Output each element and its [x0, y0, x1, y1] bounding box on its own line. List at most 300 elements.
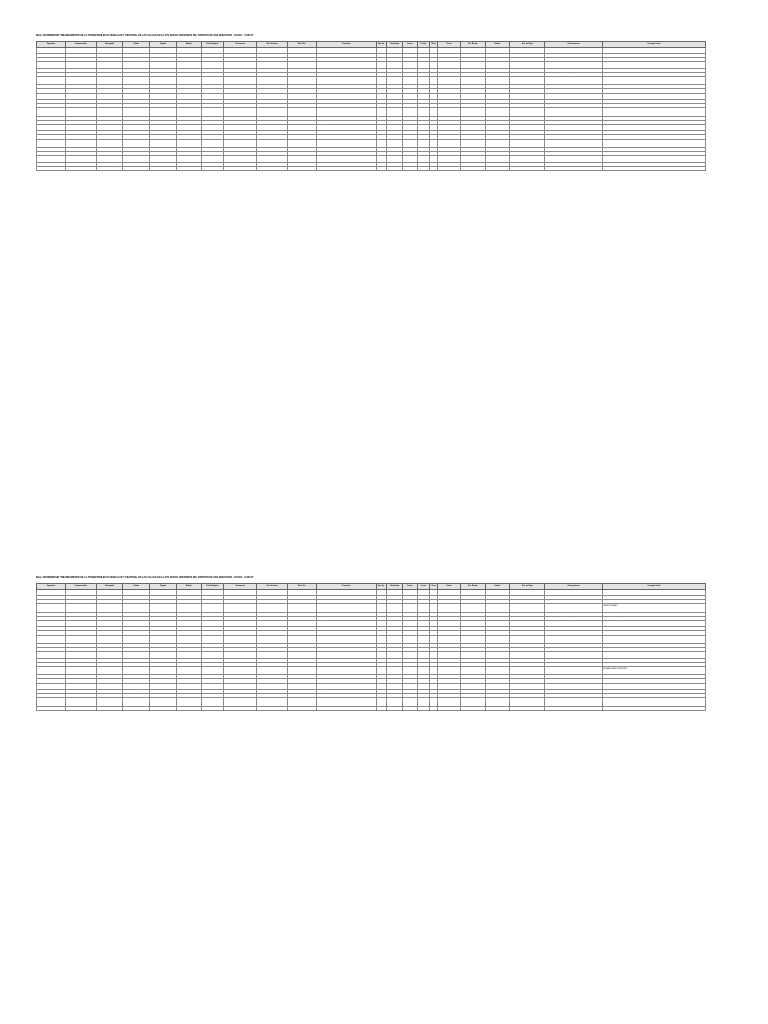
table-cell: PAGADO — [485, 604, 510, 612]
table-cell: 2016-0057 — [460, 89, 485, 93]
table-cell: 2.6.2.3.2.4 — [386, 679, 402, 683]
table-cell: 2016-0055 — [460, 85, 485, 89]
table-cell: PLANILLA — [224, 706, 257, 710]
table-cell: 2,405.00 — [123, 152, 150, 156]
table-cell: ALQUILER DE VOLQUETE DE 15 M3 PARA ELIMINACION DE MATERIAL EXCEDENTE EN LA OBRA DEL PROYECTO — [602, 47, 705, 53]
table-cell: 2016-0096 — [460, 627, 485, 631]
table-cell: 4 — [430, 616, 438, 620]
table-cell: MAMANI QUISPE JUAN CARLOS — [316, 694, 376, 698]
table-row — [37, 706, 706, 710]
table-cell: 0165 — [376, 89, 386, 93]
table-cell: 642.80 — [123, 131, 150, 135]
table-cell: RECIBO POR HONORARIOS — [224, 675, 257, 679]
table-cell: 0165 — [376, 589, 386, 595]
table-cell: ORDEN DE COMPRA — [224, 658, 257, 662]
table-cell: COMPROBANTE DE PAGO — [224, 589, 257, 595]
table-cell: MAMANI QUISPE JUAN CARLOS — [316, 658, 376, 662]
table-cell: INVERSIONES SAN MARTIN S.R.L. — [316, 635, 376, 643]
table-cell: 4 — [430, 698, 438, 706]
table-cell: 2,640.00 — [65, 600, 96, 604]
table-cell: 2,210.40 — [123, 76, 150, 84]
table-cell: PAGADO — [485, 612, 510, 616]
table-cell: 4 — [430, 666, 438, 674]
table-cell: 20601233410 — [288, 635, 317, 643]
table-cell: 1.RO — [403, 589, 417, 595]
table-cell — [123, 108, 150, 116]
table-cell — [150, 666, 177, 674]
table-cell: PAGADO — [485, 93, 510, 99]
table-cell: CONDORI HUAMAN ROSA — [316, 72, 376, 76]
table-cell: 02 — [417, 162, 429, 166]
table-cell: 02 — [417, 644, 429, 648]
column-header: Documento — [224, 42, 257, 48]
table-cell: 2016-0044 — [460, 53, 485, 57]
table-cell: 1.RO — [403, 166, 417, 170]
table-cell: PAGADO — [485, 675, 510, 679]
table-cell: 1,312.50 — [65, 47, 96, 53]
table-cell: 2.6.2.3.2.4 — [386, 635, 402, 643]
table-cell: 2016-0111 CO1 01 — [37, 675, 66, 679]
table-cell — [123, 666, 150, 674]
table-cell: PLANILLA DE JORNALES — [545, 706, 603, 710]
table-cell: ADQUISICION DE CEMENTO PORTLAND TIPO IP X 42.5 KG — [602, 148, 705, 152]
table-cell: COMPROBANTE DE PAGO — [224, 635, 257, 643]
table-cell: 1,945.00 — [65, 683, 96, 689]
table-cell: TRANSFERENCIA ELECTRONICA — [510, 62, 545, 68]
table-cell: PLANILLA — [224, 68, 257, 72]
table-cell: 4 — [430, 131, 438, 135]
table-cell: 0165 — [376, 72, 386, 76]
table-cell: PAGADO — [485, 658, 510, 662]
table-cell: 0165 — [376, 68, 386, 72]
table-cell: 01/06/2016 — [201, 644, 224, 648]
table-cell: 02 — [417, 589, 429, 595]
table-cell: 2016-0071 CO1 01 — [37, 131, 66, 135]
table-cell: ORDEN DE SERVICIO — [257, 76, 288, 84]
table-cell: 0165 — [376, 604, 386, 612]
column-header: Nro. Recibo — [460, 584, 485, 590]
table-cell: CORPORACION EL ANDINO E.I.R.L. — [316, 662, 376, 666]
table-cell: 15/06/2016 — [201, 694, 224, 698]
table-cell: COMPROBANTE DE PAGO — [224, 683, 257, 689]
table-cell: PL-0010 — [257, 679, 288, 683]
table-cell: 02 — [417, 595, 429, 599]
table-cell: 2016-0109 — [460, 666, 485, 674]
table-cell: 4 — [430, 104, 438, 108]
table-cell: 4 — [430, 631, 438, 635]
table-cell: 02 — [417, 694, 429, 698]
table-row — [37, 166, 706, 170]
table-cell: 2.6.2.3.2.4 — [386, 666, 402, 674]
column-header: Estado — [485, 584, 510, 590]
table-cell: 2016-0102 — [460, 648, 485, 652]
table-cell: PAGADO — [485, 131, 510, 135]
table-cell: 05/05/2016 — [201, 124, 224, 130]
table-cell: 10239876541 — [288, 694, 317, 698]
table-cell: 10445871236 — [288, 162, 317, 166]
table-cell: PERSONAL OBRERO — [316, 68, 376, 72]
table-cell: ALQUILER DE RETROEXCAVADORA SOBRE LLANTAS PARA TRABAJOS DE CORTE Y RELLENO EN LA OBRA — [602, 62, 705, 68]
table-cell: COMPROBANTE DE PAGO — [224, 620, 257, 626]
column-header: Nro. Sustento — [257, 584, 288, 590]
table-cell: TRANSFERENCIA ELECTRONICA — [510, 148, 545, 152]
table-cell: 002-000904 — [257, 131, 288, 135]
table-cell: 02 — [417, 604, 429, 612]
table-cell: 2016-0071 — [460, 131, 485, 135]
column-header: Proveedor — [316, 584, 376, 590]
column-header: Devengado — [96, 584, 123, 590]
table-cell: CHEQUE — [510, 612, 545, 616]
table-cell: 2016-0097 CO1 01 — [37, 631, 66, 635]
table-cell: ADQUISICION DE CLAVOS Y ALAMBRE — [602, 131, 705, 135]
table-cell: 1.RO — [403, 675, 417, 679]
table-cell: ORDEN DE COMPRA — [224, 152, 257, 156]
table-cell: 4 — [430, 108, 438, 116]
table-cell: 19/04/2016 — [201, 62, 224, 68]
table-cell: 0165 — [376, 47, 386, 53]
table-cell: 4 — [430, 148, 438, 152]
table-cell: 02 — [417, 47, 429, 53]
table-cell: 0165 — [376, 139, 386, 147]
table-cell: PAGADO — [485, 139, 510, 147]
table-cell: 05/05/2016 — [438, 124, 461, 130]
table-cell: 2016-0087 CO1 01 — [37, 600, 66, 604]
table-cell: 1.RO — [403, 658, 417, 662]
table-cell: ADQUISICION DE FIERRO — [545, 89, 603, 93]
table-cell: 2016-0101 — [460, 644, 485, 648]
table-cell: 02 — [417, 662, 429, 666]
table-cell: 0165 — [376, 595, 386, 599]
table-cell: 1,208.00 — [65, 644, 96, 648]
table-cell: 02 — [417, 135, 429, 139]
table-cell: ADQUISICION DE CEMENTO — [545, 58, 603, 62]
table-cell: 1.RO — [403, 62, 417, 68]
table-cell: 2016-0052 — [460, 72, 485, 76]
table-cell: 0165 — [376, 152, 386, 156]
table-cell: ORDEN DE SERVICIO — [257, 47, 288, 53]
table-cell: 2,980.00 — [96, 108, 123, 116]
table-cell: B DE C CONTRATISTAS GENERALES S.A.C. — [316, 139, 376, 147]
table-cell: SC-00142 — [257, 616, 288, 620]
table-cell: PAGADO — [485, 600, 510, 604]
table-cell: 1.RO — [403, 89, 417, 93]
table-cell: PAGADO — [485, 635, 510, 643]
table-cell: 2.6.2.3.2.4 — [386, 612, 402, 616]
table-cell: 16/05/2016 — [201, 162, 224, 166]
table-cell: PAGADO — [485, 679, 510, 683]
table-cell: ADQUISICION DE AGREGADOS — [545, 616, 603, 620]
table-cell: ADQUISICION DE AGREGADOS — [545, 694, 603, 698]
column-header: Nro. Recibo — [460, 42, 485, 48]
table-cell: COMPROBANTE DE PAGO — [224, 62, 257, 68]
table-cell: SERVICIO DE ASISTENTE — [545, 72, 603, 76]
table-cell: PLANILLA DE JORNALES — [545, 679, 603, 683]
table-cell: 20527143621 — [288, 47, 317, 53]
table-cell: TRANSFERENCIA ELECTRONICA — [510, 666, 545, 674]
table-cell: 02 — [417, 679, 429, 683]
table-cell: COMPROBANTE DE PAGO — [224, 698, 257, 706]
table-cell: FACTURA — [224, 131, 257, 135]
table-cell: 27/04/2016 — [438, 93, 461, 99]
table-cell: 4 — [430, 648, 438, 652]
table-cell: 2016-0086 — [460, 595, 485, 599]
table-cell: 2.6.2.3.2.4 — [386, 698, 402, 706]
table-cell: ADQUISICION DE AFIRMADO — [602, 658, 705, 662]
table-cell: 30/05/2016 — [201, 631, 224, 635]
column-header: Observaciones — [545, 584, 603, 590]
column-header: Observaciones — [545, 42, 603, 48]
table-cell: 1.RO — [403, 600, 417, 604]
table-cell: PAGADO — [485, 648, 510, 652]
table-cell: SC-00137 — [257, 152, 288, 156]
column-header: Clasificador — [386, 42, 402, 48]
table-cell: 1.RO — [403, 108, 417, 116]
table-cell: SERVICIO DE ALQUILER — [545, 666, 603, 674]
table-cell: 0165 — [376, 694, 386, 698]
table-cell: 2016-0055 CO1 01 — [37, 85, 66, 89]
table-cell: 26/05/2016 — [201, 620, 224, 626]
table-cell: 840.00 — [123, 675, 150, 679]
table-cell: 04/05/2016 — [438, 120, 461, 124]
table-row — [37, 604, 706, 612]
table-cell: 02 — [417, 139, 429, 147]
table-cell: 14/06/2016 — [201, 690, 224, 694]
table-cell: 512.00 — [65, 85, 96, 89]
column-header: Clase — [431, 585, 436, 588]
table-cell: 0165 — [376, 76, 386, 84]
table-cell: ORDEN DE SERVICIO — [257, 604, 288, 612]
table-cell: 06/06/2016 — [201, 658, 224, 662]
table-cell: TRANSFERENCIA ELECTRONICA — [510, 72, 545, 76]
table-cell: 4 — [430, 635, 438, 643]
table-cell: ADQUISICION DE CEMENTO PORTLAND TIPO IP X 42.5 KG — [602, 104, 705, 108]
table-cell: 10/05/2016 — [438, 139, 461, 147]
table-cell: 2016-0099 — [460, 635, 485, 643]
table-cell: 02 — [417, 166, 429, 170]
table-cell: 4 — [430, 72, 438, 76]
table-cell: 22/04/2016 — [201, 76, 224, 84]
table-cell: 2016-0077 CO1 01 — [37, 152, 66, 156]
table-cell: SC-00149 — [257, 658, 288, 662]
table-cell: PLANILLA DE JORNALES — [545, 135, 603, 139]
table-cell: 548.00 — [96, 690, 123, 694]
table-cell: 4 — [430, 627, 438, 631]
table-cell: 20601233410 — [288, 156, 317, 162]
table-cell: 23/05/2016 — [438, 604, 461, 612]
column-header: Fuente — [403, 42, 417, 48]
table-cell: 2016-0077 — [460, 152, 485, 156]
table-cell: B DE C CONTRATISTAS GENERALES S.A.C. — [316, 108, 376, 116]
table-cell: 20601233410 — [288, 62, 317, 68]
table-cell: 0165 — [376, 652, 386, 658]
table-cell: 4 — [430, 152, 438, 156]
table-cell: 2016-0106 CO1 01 — [37, 658, 66, 662]
table-cell: ADQUISICION DE AGREGADOS — [545, 152, 603, 156]
table-cell: 18/05/2016 — [201, 589, 224, 595]
table-cell: 10445871236 — [288, 116, 317, 120]
table-cell: 2016-0081 — [460, 162, 485, 166]
table-cell: 09/06/2016 — [438, 675, 461, 679]
table-cell: 2.6.2.3.2.4 — [386, 108, 402, 116]
table-cell: 2,730.00 — [123, 652, 150, 658]
table-cell: 2016-0067 — [460, 120, 485, 124]
table-cell: 02 — [417, 100, 429, 104]
table-cell: TRANSFERENCIA ELECTRONICA — [510, 658, 545, 662]
table-cell: 2.6.2.3.2.4 — [386, 53, 402, 57]
table-cell: 001-004618 — [257, 104, 288, 108]
table-cell: 2016-0099 CO1 01 — [37, 635, 66, 643]
table-cell: COMPROBANTE DE PAGO — [224, 652, 257, 658]
table-cell: 1.RO — [403, 93, 417, 99]
table-cell: 780.00 — [96, 627, 123, 631]
table-row — [37, 698, 706, 706]
table-cell: 1,036.60 — [123, 631, 150, 635]
table-cell: 0165 — [376, 635, 386, 643]
table-cell: PLANILLA — [224, 166, 257, 170]
table-cell: 01/06/2016 — [438, 644, 461, 648]
table-cell: 13/05/2016 — [201, 156, 224, 162]
table-body — [37, 47, 706, 170]
table-cell: 25/04/2016 — [201, 85, 224, 89]
table-row — [37, 76, 706, 84]
table-cell — [176, 666, 201, 674]
table-cell: PAGADO — [485, 152, 510, 156]
table-cell: 2016-0058 CO1 01 — [37, 93, 66, 99]
table-cell: INVERSIONES SAN MARTIN S.R.L. — [316, 93, 376, 99]
table-cell: 02/06/2016 — [201, 648, 224, 652]
table-cell: 20527143621 — [288, 108, 317, 116]
table-cell: 13/06/2016 — [201, 683, 224, 689]
table-cell: 0165 — [376, 58, 386, 62]
table-cell: 2016-0086 CO1 01 — [37, 595, 66, 599]
table-cell: PERSONAL OBRERO — [316, 612, 376, 616]
table-cell: 19/05/2016 — [201, 595, 224, 599]
table-cell: 2016-0091 CO1 01 — [37, 612, 66, 616]
table-cell: 1.RO — [403, 648, 417, 652]
table-cell: 1.RO — [403, 120, 417, 124]
table-cell: TRANSFERENCIA ELECTRONICA — [510, 620, 545, 626]
table-cell: FERRETERIA SAN SEBASTIAN S.A.C. — [316, 690, 376, 694]
table-cell: INVERSIONES SAN MARTIN S.R.L. — [316, 698, 376, 706]
table-cell: 2016-0061 — [460, 100, 485, 104]
table-cell: 001-004901 — [257, 662, 288, 666]
table-cell: 4 — [430, 675, 438, 679]
table-cell: TRANSFERENCIA ELECTRONICA — [510, 131, 545, 135]
table-cell: SERVICIO DE ALQUILER — [545, 604, 603, 612]
table-cell: PERSONAL OBRERO — [316, 135, 376, 139]
table-cell — [65, 166, 96, 170]
table-cell: 21/04/2016 — [438, 72, 461, 76]
column-header: Fecha Registro — [201, 584, 224, 590]
table-cell: 20490177123 — [288, 148, 317, 152]
table-cell: ORDEN DE SERVICIO — [257, 62, 288, 68]
table-cell: 02 — [417, 72, 429, 76]
column-header: Ruc / Nro. — [288, 584, 317, 590]
table-cell: 2016-0117 CO1 01 — [37, 694, 66, 698]
table-cell: 10239876541 — [288, 658, 317, 662]
table-cell: TRANSFERENCIA ELECTRONICA — [510, 595, 545, 599]
column-header: Fecha Registro — [201, 42, 224, 48]
table-cell: CHEQUE — [510, 135, 545, 139]
table-cell: ORDEN DE SERVICIO — [257, 124, 288, 130]
table-cell: 2016-0074 CO1 01 — [37, 139, 66, 147]
table-cell: TRANSFERENCIA ELECTRONICA — [510, 627, 545, 631]
table-cell: PAGADO — [485, 100, 510, 104]
table-cell: 17/05/2016 — [438, 166, 461, 170]
table-cell: 02 — [417, 93, 429, 99]
table-cell: 0165 — [376, 135, 386, 139]
table-cell: 02 — [417, 89, 429, 93]
table-cell: 0165 — [376, 156, 386, 162]
table-cell: 10239876541 — [288, 152, 317, 156]
column-header: Doc. de Pago — [510, 584, 545, 590]
table-cell: 2.6.2.3.2.4 — [386, 658, 402, 662]
table-cell: 2,850.00 — [96, 53, 123, 57]
table-cell: CHEQUE — [510, 679, 545, 683]
table-cell: SERVICIO DE ASISTENTE ADMINISTRATIVO — [602, 162, 705, 166]
table-cell: 0165 — [376, 627, 386, 631]
table-cell: PAGADO — [485, 76, 510, 84]
table-cell — [150, 166, 177, 170]
table-cell: 02 — [417, 68, 429, 72]
table-cell: 20601233410 — [288, 124, 317, 130]
table-cell: 2016-0107 — [460, 662, 485, 666]
table-cell: ALQUILER DE RODILLO LISO VIBRATORIO PARA COMPACTACION DE BASE GRANULAR — [602, 652, 705, 658]
table-cell: 1.RO — [403, 58, 417, 62]
table-cell: 20601233410 — [288, 666, 317, 674]
table-cell: TRANSFERENCIA ELECTRONICA — [510, 152, 545, 156]
table-cell: 2016-0076 CO1 01 — [37, 148, 66, 152]
table-cell: 2.6.2.3.2.4 — [386, 131, 402, 135]
table-cell: 29/04/2016 — [201, 104, 224, 108]
table-cell: 20527143621 — [288, 139, 317, 147]
table-cell: 02 — [417, 124, 429, 130]
table-cell: 2.6.2.3.2.4 — [386, 706, 402, 710]
column-header: Tipo Op. — [377, 43, 385, 46]
table-cell: SERVICIO DE ALQUILER DE MAQUINARIA — [545, 589, 603, 595]
table-cell — [123, 139, 150, 147]
table-cell: RECIBO POR HONORARIOS — [224, 116, 257, 120]
table-cell: 0165 — [376, 162, 386, 166]
table-cell: PERSONAL OBRERO — [316, 706, 376, 710]
table-cell: ADQUISICION DE CEMENTO PORTLAND TIPO IP X 42.5 KG — [602, 662, 705, 666]
table-cell: PAGADO — [485, 53, 510, 57]
table-cell: 0165 — [376, 675, 386, 679]
table-cell: TRANSFERENCIA ELECTRONICA — [510, 47, 545, 53]
table-cell: 02 — [417, 648, 429, 652]
table-cell: 2,870.00 — [150, 698, 177, 706]
table-cell: PAGADO — [485, 85, 510, 89]
table-cell: 4 — [430, 690, 438, 694]
table-cell: 2016-0114 — [460, 683, 485, 689]
table-cell: COMPROBANTE DE PAGO — [224, 108, 257, 116]
table-cell: ADQUISICION DE PIEDRA CHANCADA DE 1/2" — [602, 152, 705, 156]
table-cell: 02 — [417, 698, 429, 706]
table-cell: ADQUISICION DE PIEDRA CHANCADA DE 3/4" — [602, 694, 705, 698]
table-cell: 2016-0079 CO1 01 — [37, 156, 66, 162]
table-cell — [176, 635, 201, 643]
table-cell: 16/06/2016 — [201, 698, 224, 706]
table-cell: 2,115.00 — [65, 620, 96, 626]
table-cell: PAGADO — [485, 690, 510, 694]
table-cell: 2.6.2.3.2.4 — [386, 627, 402, 631]
table-cell: 1.RO — [403, 616, 417, 620]
column-header: Cuenta — [417, 584, 429, 590]
table-cell: 3,360.00 — [96, 604, 123, 612]
table-cell: 26/04/2016 — [201, 89, 224, 93]
table-cell: 4 — [430, 85, 438, 89]
table-cell: PL-0008 — [257, 612, 288, 616]
